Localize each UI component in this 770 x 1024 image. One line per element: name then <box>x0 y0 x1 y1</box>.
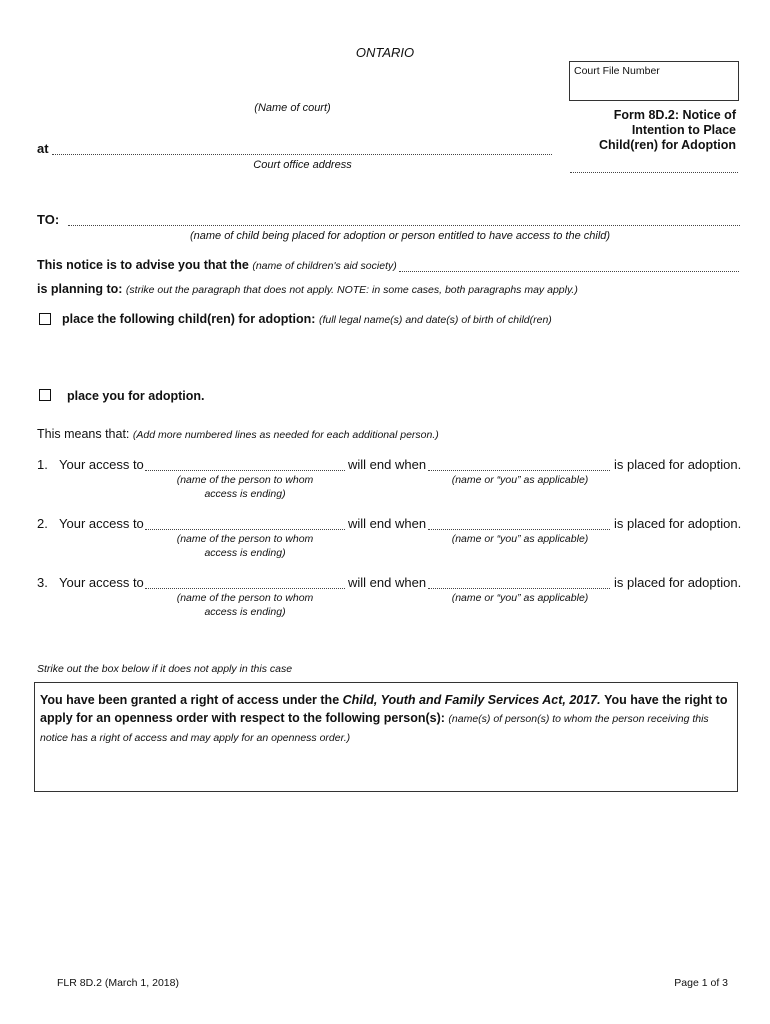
option2-label: place you for adoption. <box>67 389 205 403</box>
access-label: Your access to <box>59 575 144 590</box>
access-label: Your access to <box>59 516 144 531</box>
notice-text: This notice is to advise you that the <box>37 258 249 272</box>
placed-person-caption: (name or “you” as applicable) <box>451 474 589 486</box>
placed-label: is placed for adoption. <box>614 575 742 590</box>
act-name: Child, Youth and Family Services Act, 2017. <box>342 693 601 707</box>
access-person-caption: (name of the person to whom access is ending) <box>176 474 314 500</box>
access-label: Your access to <box>59 457 144 472</box>
name-of-court-caption: (Name of court) <box>254 102 331 114</box>
form-title-line <box>570 172 738 173</box>
access-person-caption: (name of the person to whom access is ending) <box>176 533 314 559</box>
row-number: 1. <box>37 457 48 472</box>
placed-person-caption: (name or “you” as applicable) <box>451 592 589 604</box>
to-caption: (name of child being placed for adoption or person entitled to have access to the child) <box>189 230 611 242</box>
to-name-line[interactable] <box>68 225 740 226</box>
court-office-caption: Court office address <box>253 159 352 171</box>
court-file-number-label: Court File Number <box>574 65 660 77</box>
placed-label: is placed for adoption. <box>614 516 742 531</box>
box-note: (name(s) of person(s) to whom the person receiving this notice has a right of access and may apply for an openness order.) <box>40 713 709 744</box>
form-title: Form 8D.2: Notice of Intention to Place Child(ren) for Adoption <box>598 108 736 152</box>
end-label: will end when <box>348 516 427 531</box>
planning-note: (strike out the paragraph that does not apply. NOTE: in some cases, both paragraphs may apply.) <box>125 284 578 296</box>
option1-note: (full legal name(s) and date(s) of birth of child(ren) <box>318 314 552 326</box>
access-person-field[interactable] <box>145 588 345 589</box>
means-intro-note: (Add more numbered lines as needed for each additional person.) <box>132 429 439 441</box>
to-label: TO: <box>37 212 60 227</box>
strike-note: Strike out the box below if it does not apply in this case <box>37 663 293 675</box>
option1-checkbox[interactable] <box>39 313 51 325</box>
end-label: will end when <box>348 457 427 472</box>
planning-row <box>37 282 578 296</box>
court-file-number-box[interactable] <box>569 61 739 101</box>
option1-row <box>62 312 552 326</box>
row-number: 3. <box>37 575 48 590</box>
court-address-line[interactable] <box>52 154 552 155</box>
end-label: will end when <box>348 575 427 590</box>
means-intro-row <box>37 427 439 441</box>
placed-person-field[interactable] <box>428 529 610 530</box>
option1-label: place the following child(ren) for adoption: <box>62 312 316 326</box>
at-label: at <box>37 141 49 156</box>
access-person-field[interactable] <box>145 470 345 471</box>
notice-line-row <box>37 258 397 272</box>
planning-text: is planning to: <box>37 282 123 296</box>
placed-label: is placed for adoption. <box>614 457 742 472</box>
openness-order-text <box>40 691 733 747</box>
placed-person-field[interactable] <box>428 588 610 589</box>
means-intro: This means that: <box>37 427 130 441</box>
box-text-1: You have been granted a right of access under the <box>40 693 340 707</box>
page-number: Page 1 of 3 <box>674 977 728 989</box>
row-number: 2. <box>37 516 48 531</box>
form-id: FLR 8D.2 (March 1, 2018) <box>57 977 179 989</box>
option2-checkbox[interactable] <box>39 389 51 401</box>
access-person-caption: (name of the person to whom access is ending) <box>176 592 314 618</box>
society-name-line[interactable] <box>399 271 739 272</box>
access-person-field[interactable] <box>145 529 345 530</box>
society-caption: (name of children's aid society) <box>252 260 397 272</box>
placed-person-caption: (name or “you” as applicable) <box>451 533 589 545</box>
box-text-2: You have the right to apply for an openness order with respect to the following person(s): <box>40 693 728 725</box>
jurisdiction-title: ONTARIO <box>355 45 415 60</box>
placed-person-field[interactable] <box>428 470 610 471</box>
openness-order-box[interactable] <box>34 682 738 792</box>
